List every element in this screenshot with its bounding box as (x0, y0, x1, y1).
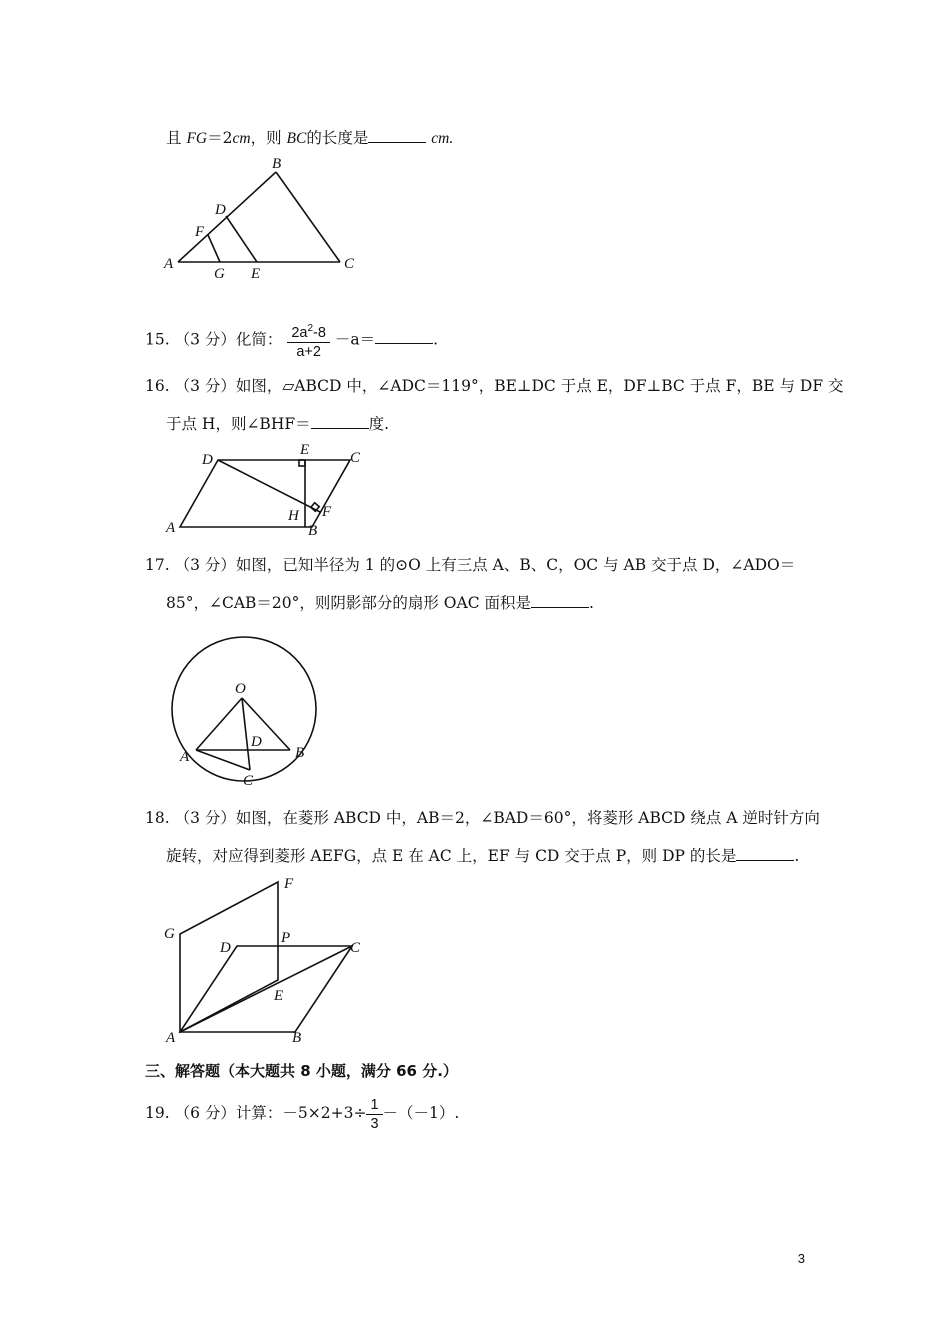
q16-label-e: E (300, 442, 310, 458)
q14-label-a: A (164, 256, 174, 272)
q14-label-b: B (272, 156, 282, 172)
q16-text-end: 度. (368, 415, 390, 433)
q17-label-b: B (295, 745, 305, 761)
q16-line2 (166, 413, 389, 435)
q14-label-f: F (195, 224, 205, 240)
q15-line (145, 320, 438, 361)
q14-after: 的长度是 (306, 129, 369, 147)
q16-text-line1: 如图，▱ABCD 中，∠ADC＝119°，BE⊥DC 于点 E，DF⊥BC 于点 F，BE 与 DF 交 (235, 377, 844, 395)
q19-line (145, 1094, 459, 1133)
q14-label-e: E (251, 266, 261, 282)
q18-line2 (166, 845, 799, 867)
q14-triangle-figure (160, 150, 380, 285)
q18-label-p: P (281, 930, 291, 946)
q18-label-f: F (284, 876, 294, 892)
q16-label-b: B (308, 523, 318, 539)
q16-line1 (145, 375, 844, 397)
answer-blank (531, 593, 589, 608)
q18-label-a: A (166, 1030, 176, 1046)
q18-diagonal-ac (180, 946, 352, 1032)
q18-number: 18. (145, 809, 170, 827)
q18-label-g: G (164, 926, 175, 942)
q16-right-angle-f (311, 503, 319, 511)
q17-number: 17. (145, 556, 170, 574)
q15-denominator: a+2 (296, 343, 321, 360)
section-3-heading: 三、解答题（本大题共 8 小题，满分 66 分.） (145, 1062, 458, 1080)
q19-fraction (366, 1096, 382, 1133)
q17-line1 (145, 554, 795, 576)
q16-label-h: H (288, 508, 299, 524)
q14-mid: ，则 (250, 129, 282, 147)
q18-text-line2: 旋转，对应得到菱形 AEFG，点 E 在 AC 上，EF 与 CD 交于点 P，则 DP 的长是 (166, 847, 737, 865)
q15-end: . (433, 330, 439, 349)
q14-segment-fg (208, 235, 220, 262)
q16-label-c: C (350, 450, 361, 466)
q18-text-end: . (794, 847, 800, 865)
q16-right-angle-e (299, 460, 305, 466)
q18-label-b: B (292, 1030, 302, 1046)
q18-label-d: D (220, 940, 231, 956)
q17-label-d: D (251, 734, 262, 750)
q15-minus-a: －a＝ (334, 330, 376, 349)
q16-number: 16. (145, 377, 170, 395)
q18-score: （3 分） (174, 809, 236, 827)
q18-label-e: E (274, 988, 284, 1004)
q17-label-o: O (235, 681, 246, 697)
q14-segment-bc (276, 172, 340, 262)
q14-bc: BC (286, 130, 307, 147)
answer-blank (368, 128, 426, 143)
q16-label-a: A (166, 520, 176, 536)
q19-score: （6 分） (174, 1104, 236, 1122)
q17-label-a: A (180, 749, 190, 765)
q18-line1 (145, 807, 820, 829)
q19-tail: －（－1）. (382, 1104, 460, 1122)
q19-number: 19. (145, 1104, 170, 1122)
q14-label-c: C (344, 256, 355, 272)
q14-fg: FG (186, 130, 208, 147)
q16-text-line2: 于点 H，则∠BHF＝ (166, 415, 311, 433)
answer-blank (375, 329, 433, 344)
q15-score: （3 分） (174, 330, 236, 349)
q16-score: （3 分） (174, 377, 236, 395)
q18-rhombus-figure (160, 870, 380, 1050)
q17-segment-ac (196, 750, 250, 770)
q17-text-line1: 如图，已知半径为 1 的⊙O 上有三点 A、B、C，OC 与 AB 交于点 D，∠ADO＝ (235, 556, 796, 574)
q17-segment-ob (242, 698, 290, 750)
answer-blank (736, 846, 794, 861)
q14-label-g: G (214, 266, 225, 282)
q14-label-d: D (215, 202, 226, 218)
q18-text-line1: 如图，在菱形 ABCD 中，AB＝2，∠BAD＝60°，将菱形 ABCD 绕点 A 逆时针方向 (235, 809, 820, 827)
q17-text-end: . (589, 594, 594, 612)
q19-frac-num: 1 (366, 1096, 382, 1115)
q17-segment-oc (242, 698, 250, 770)
q15-prompt: 化简： (235, 330, 283, 349)
page-number: 3 (797, 1251, 805, 1266)
q14-text: 且 (166, 129, 182, 147)
q14-cm: cm (232, 130, 251, 147)
q14-eq: ＝2 (207, 129, 233, 147)
q17-line2 (166, 592, 594, 614)
q16-parallelogram-figure (160, 440, 380, 540)
q18-label-c: C (350, 940, 361, 956)
q15-fraction (287, 320, 330, 361)
q19-frac-den: 3 (370, 1115, 379, 1132)
q14-segment-de (226, 216, 257, 262)
q16-label-d: D (202, 452, 213, 468)
q17-score: （3 分） (174, 556, 236, 574)
answer-blank (311, 414, 369, 429)
q19-prompt: 计算：－5×2+3÷ (235, 1104, 367, 1122)
q17-circle-figure (160, 625, 330, 795)
q17-label-c: C (243, 773, 254, 789)
q14-unit: cm. (431, 130, 454, 147)
q14-tail-line (166, 127, 453, 150)
q16-label-f: F (322, 504, 332, 520)
q17-text-line2: 85°，∠CAB＝20°，则阴影部分的扇形 OAC 面积是 (166, 594, 531, 612)
q15-number: 15. (145, 330, 170, 349)
q15-numerator: $2a^2-8$ (287, 320, 330, 343)
q17-segment-oa (196, 698, 242, 750)
